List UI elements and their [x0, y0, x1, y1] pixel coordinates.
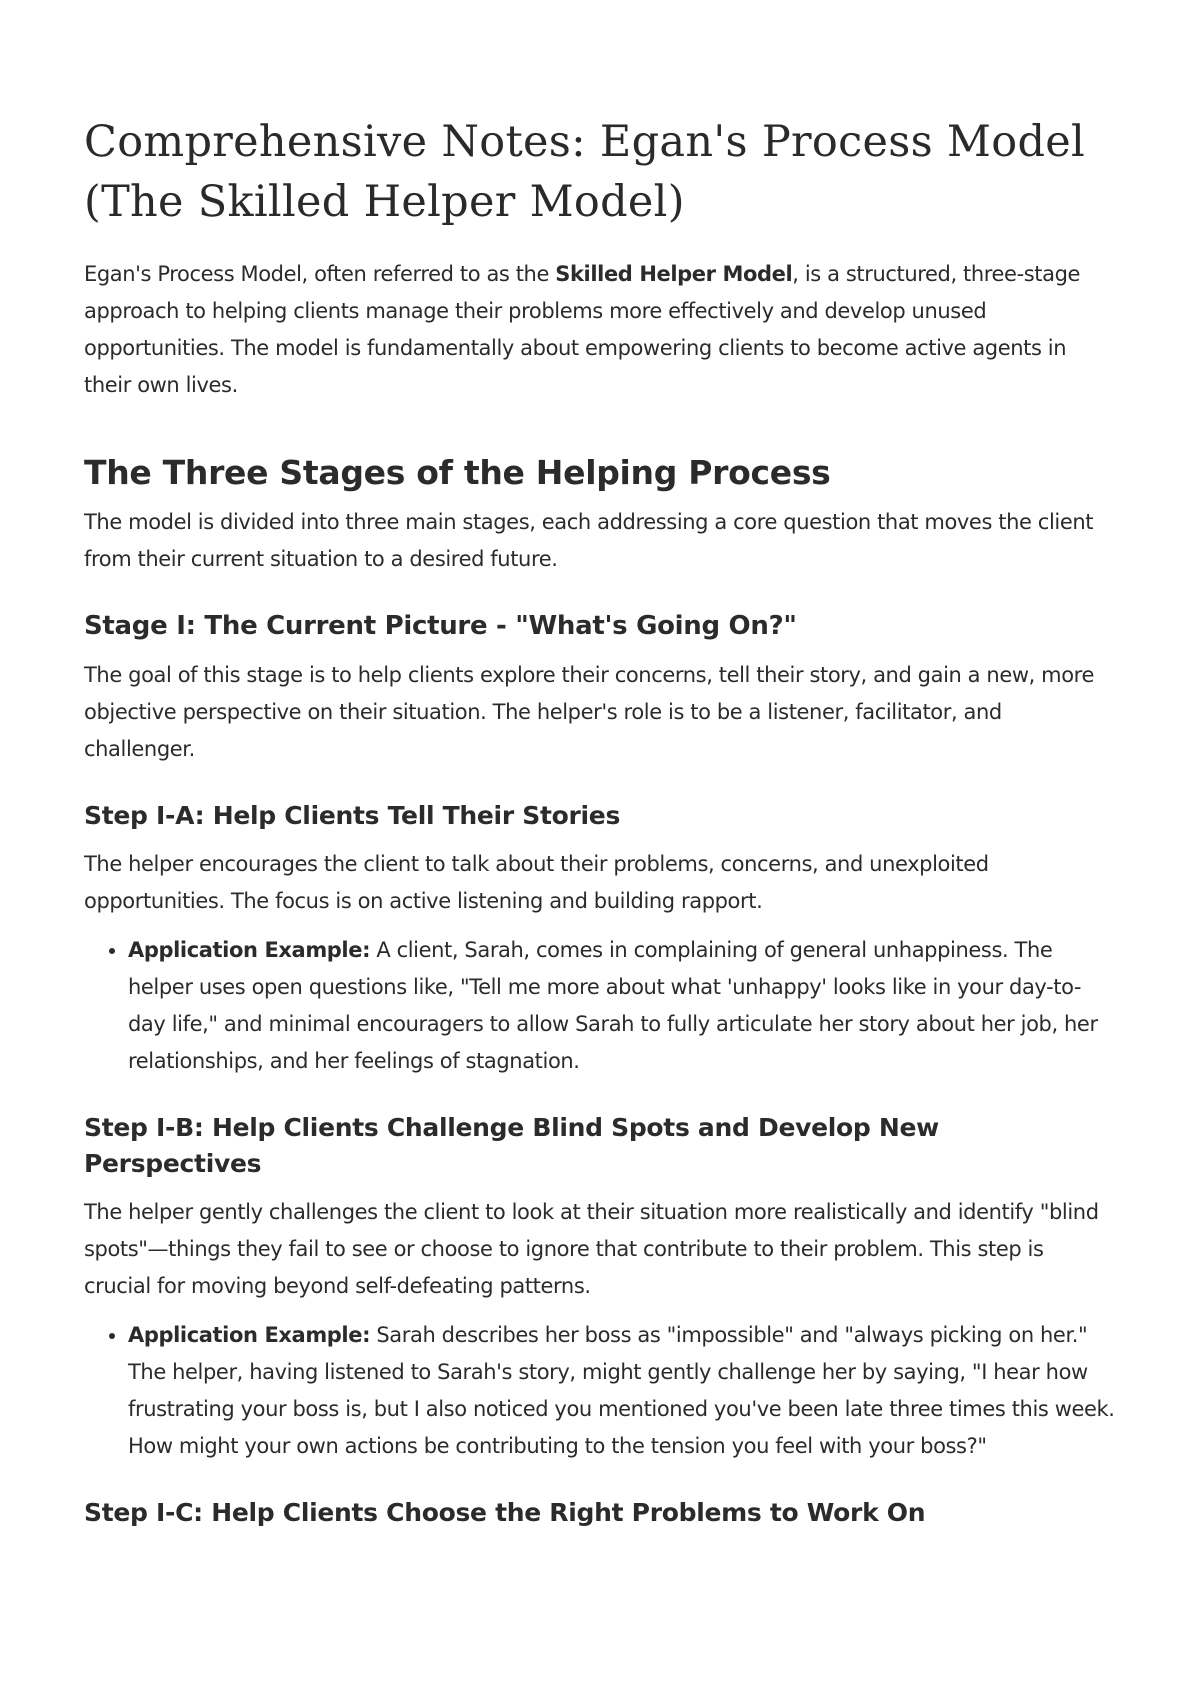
step-a-heading: Step I-A: Help Clients Tell Their Stories: [84, 801, 621, 830]
section-heading: The Three Stages of the Helping Process: [84, 453, 831, 492]
list-item: [128, 932, 1116, 1080]
document-title: Comprehensive Notes: Egan's Process Model (The Skilled Helper Model): [84, 117, 1086, 227]
step-b-heading: Step I-B: Help Clients Challenge Blind Spots and Develop New Perspectives: [84, 1113, 939, 1178]
intro-text-after: , is a structured, three-stage approach to helping clients manage their problems more effectively and develop unused opportunities. The model is fundamentally about empowering clients to become active agents in their own lives.: [84, 262, 1081, 397]
step-b-list: [84, 1317, 1116, 1465]
intro-paragraph: [84, 256, 1116, 404]
list-item: [128, 1317, 1116, 1465]
stage1-paragraph: The goal of this stage is to help clients explore their concerns, tell their story, and gain a new, more objective perspective on their situation. The helper's role is to be a listener, facilitator, and challenger.: [84, 663, 1094, 761]
step-a-paragraph: The helper encourages the client to talk about their problems, concerns, and unexploited opportunities. The focus is on active listening and building rapport.: [84, 852, 989, 913]
intro-text-before: Egan's Process Model, often referred to as the: [84, 262, 556, 286]
step-a-list: [84, 932, 1116, 1080]
example-text: Sarah describes her boss as "impossible" and "always picking on her." The helper, having listened to Sarah's story, might gently challenge her by saying, "I hear how frustrating your boss is, but I also noticed you mentioned you've been late three times this week. How might your own actions be contributing to the tension you feel with your boss?": [128, 1323, 1115, 1458]
example-label: Application Example:: [128, 1323, 371, 1347]
section-paragraph: The model is divided into three main stages, each addressing a core question that moves the client from their current situation to a desired future.: [84, 510, 1094, 571]
example-text: A client, Sarah, comes in complaining of general unhappiness. The helper uses open questions like, "Tell me more about what 'unhappy' looks like in your day-to-day life," and minimal encouragers to allow Sarah to fully articulate her story about her job, her relationships, and her feelings of stagnation.: [128, 938, 1098, 1073]
step-c-heading: Step I-C: Help Clients Choose the Right Problems to Work On: [84, 1498, 926, 1527]
example-label: Application Example:: [128, 938, 371, 962]
stage1-heading: Stage I: The Current Picture - "What's Going On?": [84, 611, 797, 641]
intro-bold-term: Skilled Helper Model: [555, 262, 793, 286]
step-b-paragraph: The helper gently challenges the client to look at their situation more realistically and identify "blind spots"—things they fail to see or choose to ignore that contribute to their problem. This step is crucial for moving beyond self-defeating patterns.: [84, 1200, 1099, 1298]
